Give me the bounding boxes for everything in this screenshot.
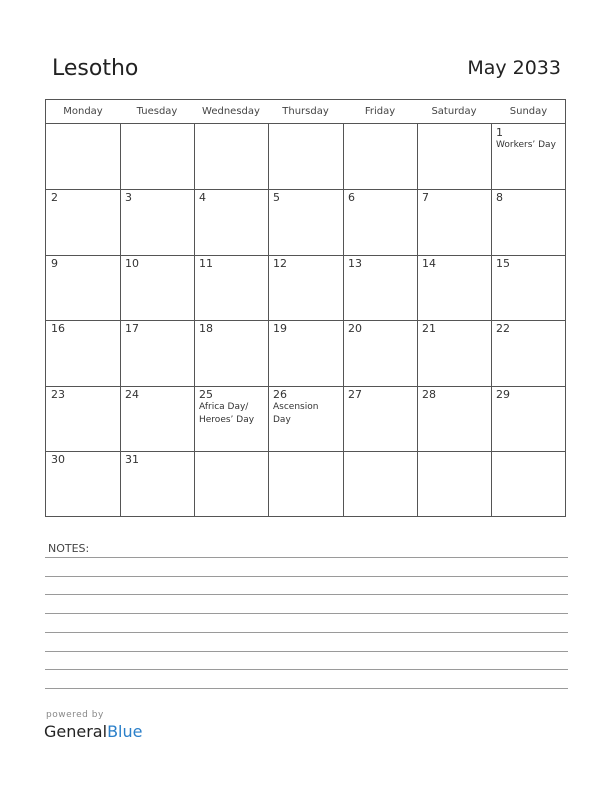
day-number: 10 (125, 257, 139, 270)
day-number: 12 (273, 257, 287, 270)
weekday-saturday: Saturday (431, 106, 477, 117)
notes-line (45, 594, 568, 595)
notes-line (45, 688, 568, 689)
row-divider (46, 451, 565, 452)
day-number: 19 (273, 322, 287, 335)
notes-line (45, 613, 568, 614)
day-number: 17 (125, 322, 139, 335)
day-number: 13 (348, 257, 362, 270)
weekday-sunday: Sunday (509, 106, 548, 117)
day-number: 23 (51, 388, 65, 401)
brand-logo[interactable] (44, 722, 142, 741)
weekday-thursday: Thursday (282, 106, 329, 117)
row-divider (46, 386, 565, 387)
notes-label: NOTES: (48, 542, 90, 555)
day-number: 1 (496, 126, 503, 139)
powered-by-label: powered by (46, 710, 104, 720)
brand-general: General (44, 722, 108, 741)
notes-line (45, 576, 568, 577)
weekday-friday: Friday (364, 106, 396, 117)
day-number: 7 (422, 191, 429, 204)
day-number: 22 (496, 322, 510, 335)
day-number: 8 (496, 191, 503, 204)
weekday-monday: Monday (63, 106, 103, 117)
day-number: 2 (51, 191, 58, 204)
row-divider (46, 189, 565, 190)
day-number: 15 (496, 257, 510, 270)
day-number: 29 (496, 388, 510, 401)
day-number: 4 (199, 191, 206, 204)
day-number: 28 (422, 388, 436, 401)
day-number: 3 (125, 191, 132, 204)
day-number: 6 (348, 191, 355, 204)
row-divider (46, 320, 565, 321)
day-number: 26 (273, 388, 287, 401)
day-number: 9 (51, 257, 58, 270)
notes-line (45, 632, 568, 633)
holiday-label: Africa Day/ Heroes’ Day (199, 402, 255, 425)
brand-blue: Blue (107, 722, 143, 741)
notes-line (45, 651, 568, 652)
calendar-grid (45, 99, 566, 517)
month-year-label: May 2033 (467, 57, 561, 79)
day-number: 18 (199, 322, 213, 335)
day-number: 5 (273, 191, 280, 204)
day-number: 20 (348, 322, 362, 335)
notes-line (45, 669, 568, 670)
page-title: Lesotho (52, 56, 139, 81)
weekday-wednesday: Wednesday (202, 106, 260, 117)
day-number: 14 (422, 257, 436, 270)
holiday-label: Workers’ Day (496, 140, 556, 150)
weekday-header-row (46, 100, 565, 124)
holiday-label: Ascension Day (273, 402, 319, 425)
day-number: 25 (199, 388, 213, 401)
day-number: 24 (125, 388, 139, 401)
weekday-tuesday: Tuesday (136, 106, 178, 117)
day-number: 16 (51, 322, 65, 335)
day-number: 27 (348, 388, 362, 401)
day-number: 30 (51, 453, 65, 466)
day-number: 21 (422, 322, 436, 335)
notes-line (45, 557, 568, 558)
row-divider (46, 255, 565, 256)
day-number: 11 (199, 257, 213, 270)
day-number: 31 (125, 453, 139, 466)
